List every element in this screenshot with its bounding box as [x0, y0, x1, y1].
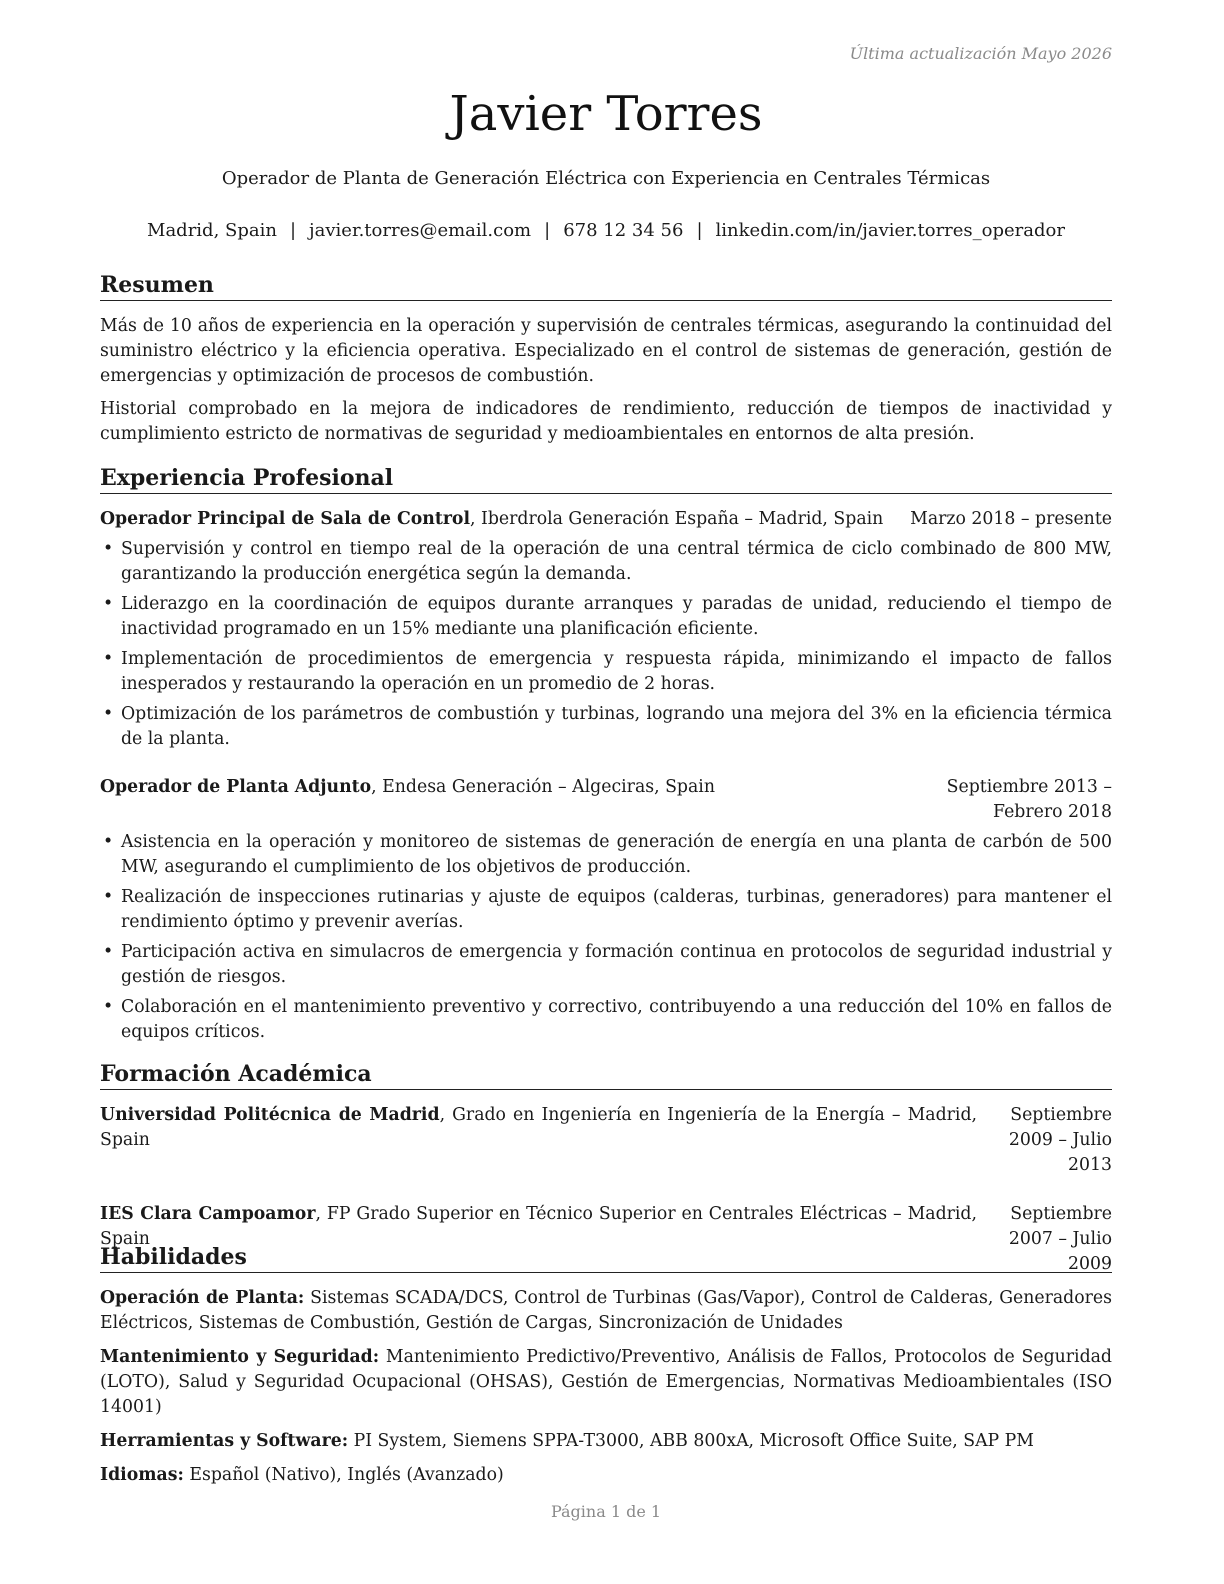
contact-separator: | — [544, 220, 551, 241]
job-entry — [100, 507, 1112, 752]
job-company: , Iberdrola Generación España – Madrid, Spain — [470, 509, 884, 529]
education-entry — [100, 1103, 1112, 1178]
job-bullet: • Participación activa en simulacros de emergencia y formación continua en protocolos de seguridad industrial y gestión de riesgos. — [100, 940, 1112, 990]
section-title: Resumen — [100, 272, 1112, 301]
section-title: Experiencia Profesional — [100, 465, 1112, 494]
job-bullet: • Implementación de procedimientos de emergencia y respuesta rápida, minimizando el impacto de fallos inesperados y restaurando la operación en un promedio de 2 horas. — [100, 647, 1112, 697]
job-company: , Endesa Generación – Algeciras, Spain — [371, 777, 715, 797]
skill-line — [100, 1463, 1112, 1488]
contact-separator: | — [696, 220, 703, 241]
skill-line — [100, 1429, 1112, 1454]
skill-value: PI System, Siemens SPPA-T3000, ABB 800xA, Microsoft Office Suite, SAP PM — [348, 1431, 1034, 1451]
candidate-headline: Operador de Planta de Generación Eléctrica con Experiencia en Centrales Térmicas — [221, 168, 991, 189]
job-bullets — [100, 537, 1112, 752]
section-title: Habilidades — [100, 1244, 1112, 1273]
skill-label: Mantenimiento y Seguridad: — [100, 1347, 380, 1367]
summary-section — [100, 272, 1112, 447]
education-school: IES Clara Campoamor — [100, 1204, 316, 1224]
contact-email[interactable]: javier.torres@email.com — [309, 220, 532, 241]
skill-line — [100, 1345, 1112, 1420]
section-title: Formación Académica — [100, 1061, 1112, 1090]
job-bullet: • Asistencia en la operación y monitoreo de sistemas de generación de energía en una planta de carbón de 500 MW, asegurando el cumplimiento de los objetivos de producción. — [100, 830, 1112, 880]
job-role: Operador de Planta Adjunto — [100, 777, 372, 797]
job-bullets — [100, 830, 1112, 1045]
skill-label: Herramientas y Software: — [100, 1431, 349, 1451]
job-dates: Septiembre 2013 – Febrero 2018 — [946, 777, 1112, 822]
skill-label: Operación de Planta: — [100, 1288, 305, 1308]
job-bullet: • Liderazgo en la coordinación de equipos durante arranques y paradas de unidad, reduciendo el tiempo de inactividad programado en un 15% mediante una planificación eficiente. — [100, 592, 1112, 642]
page-number: Página 1 de 1 — [550, 1502, 662, 1521]
education-degree: , Grado en Ingeniería en Ingeniería de la Energía – Madrid, Spain — [100, 1105, 978, 1150]
job-bullet: • Realización de inspecciones rutinarias y ajuste de equipos (calderas, turbinas, generadores) para mantener el rendimiento óptimo y prevenir averías. — [100, 885, 1112, 935]
contact-separator: | — [289, 220, 297, 241]
job-bullet: • Supervisión y control en tiempo real de la operación de una central térmica de ciclo combinado de 800 MW, garantizando la producción energética según la demanda. — [100, 537, 1112, 587]
candidate-name: Javier Torres — [449, 86, 763, 142]
contact-phone: 678 12 34 56 — [563, 220, 684, 241]
experience-section — [100, 465, 1112, 1045]
skills-section — [100, 1244, 1112, 1488]
contact-linkedin[interactable]: linkedin.com/in/javier.torres_operador — [715, 220, 1065, 241]
education-degree: , FP Grado Superior en Técnico Superior en Centrales Eléctricas – Madrid, Spain — [100, 1204, 977, 1249]
education-school: Universidad Politécnica de Madrid — [100, 1105, 440, 1125]
job-role: Operador Principal de Sala de Control — [100, 509, 471, 529]
job-bullet: • Optimización de los parámetros de combustión y turbinas, logrando una mejora del 3% en la eficiencia térmica de la planta. — [100, 702, 1112, 752]
contact-line — [100, 220, 1112, 241]
summary-paragraph: Historial comprobado en la mejora de indicadores de rendimiento, reducción de tiempos de inactividad y cumplimiento estricto de normativas de seguridad y medioambientales en entornos de alta presión. — [100, 399, 1112, 444]
summary-paragraph: Más de 10 años de experiencia en la operación y supervisión de centrales térmicas, asegurando la continuidad del suministro eléctrico y la eficiencia operativa. Especializado en el control de sistemas de generación, gestión de emergencias y optimización de procesos de combustión. — [100, 316, 1112, 386]
skill-line — [100, 1286, 1112, 1336]
contact-location: Madrid, Spain — [147, 220, 277, 241]
job-entry — [100, 775, 1112, 1045]
last-updated-note: Última actualización Mayo 2026 — [849, 44, 1112, 63]
education-dates: Septiembre 2009 – Julio 2013 — [1008, 1105, 1112, 1175]
skill-value: Español (Nativo), Inglés (Avanzado) — [183, 1465, 504, 1485]
education-dates: Septiembre 2007 – Julio 2009 — [1008, 1204, 1112, 1274]
skill-label: Idiomas: — [100, 1465, 184, 1485]
job-header — [100, 507, 1112, 532]
job-dates: Marzo 2018 – presente — [910, 509, 1112, 529]
job-bullet: • Colaboración en el mantenimiento preventivo y correctivo, contribuyendo a una reducción del 10% en fallos de equipos críticos. — [100, 995, 1112, 1045]
skill-value: Mantenimiento Predictivo/Preventivo, Análisis de Fallos, Protocolos de Seguridad (LOTO), Salud y Seguridad Ocupacional (OHSAS), Gestión de Emergencias, Normativas Medioambientales (ISO 14001) — [100, 1347, 1112, 1417]
skill-value: Sistemas SCADA/DCS, Control de Turbinas (Gas/Vapor), Control de Calderas, Generadores Eléctricos, Sistemas de Combustión, Gestión de Cargas, Sincronización de Unidades — [100, 1288, 1112, 1333]
job-header — [100, 775, 1112, 825]
